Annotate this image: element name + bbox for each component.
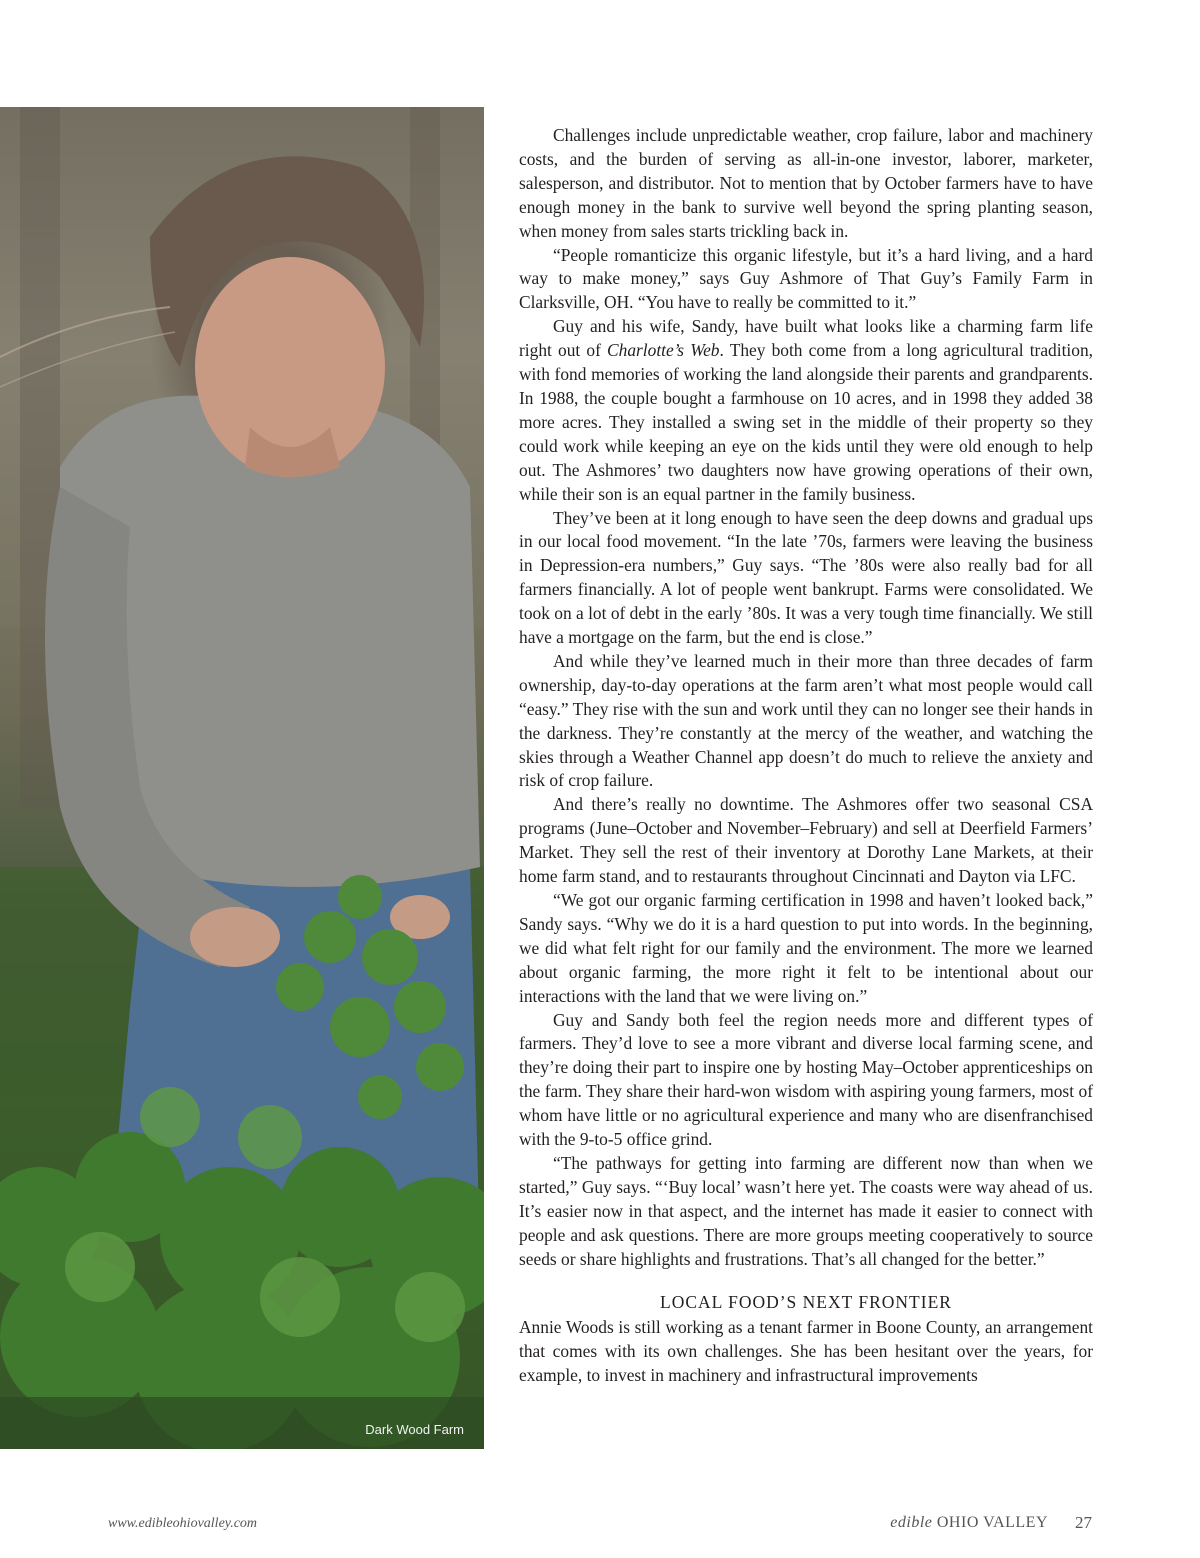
- article-body: [519, 124, 1093, 1388]
- footer-brand-italic: edible: [890, 1514, 933, 1531]
- paragraph: Guy and Sandy both feel the region needs more and different types of farmers. They’d love to see a more vibrant and diverse local farming scene, and they’re doing their part to inspire one by hosting May–October apprenticeships on the farm. They share their hard-won wisdom with aspiring young farmers, most of whom have little or no agricultural experience and many who are disenfranchised with the 9-to-5 office grind.: [519, 1009, 1093, 1150]
- paragraph: Annie Woods is still working as a tenant farmer in Boone County, an arrangement that comes with its own challenges. She has been hesitant over the years, for example, to invest in machinery and infrastructural improvements: [519, 1317, 1093, 1386]
- paragraph: [519, 315, 1093, 506]
- book-title: Charlotte’s Web: [607, 340, 720, 361]
- paragraph: They’ve been at it long enough to have seen the deep downs and gradual ups in our local food movement. “In the late ’70s, farmers were leaving the business in Depression-era numbers,” Guy says. “The ’80s were also really bad for all farmers financially. A lot of people went bankrupt. Farms were consolidated. We took on a lot of debt in the early ’80s. It was a very tough time financially. We still have a mortgage on the farm, but the end is close.”: [519, 507, 1093, 648]
- footer-website: www.edibleohiovalley.com: [108, 1516, 258, 1531]
- paragraph: “We got our organic farming certification in 1998 and haven’t looked back,” Sandy says. “Why we do it is a hard question to put into words. In the beginning, we did what felt right for our family and the environment. The more we learned about organic farming, the more right it felt to be intentional about our interactions with the land that we were living on.”: [519, 890, 1093, 1006]
- paragraph: And there’s really no downtime. The Ashmores offer two seasonal CSA programs (June–October and November–February) and sell at Deerfield Farmers’ Market. They sell the rest of their inventory at Dorothy Lane Markets, at their home farm stand, and to restaurants throughout Cincinnati and Dayton via LFC.: [519, 794, 1093, 887]
- paragraph: And while they’ve learned much in their more than three decades of farm ownership, day-to-day operations at the farm aren’t what most people would call “easy.” They rise with the sun and work until they can no longer see their hands in the darkness. They’re constantly at the mercy of the weather, and watching the skies through a Weather Channel app doesn’t do much to relieve the anxiety and risk of crop failure.: [519, 650, 1093, 791]
- paragraph-text: Guy and his wife, Sandy, have built what looks like a charming farm life right out of: [519, 316, 1093, 361]
- article-photo: [0, 107, 484, 1449]
- farmer-photo-illustration: [0, 107, 484, 1449]
- paragraph: Challenges include unpredictable weather, crop failure, labor and machinery costs, and the burden of serving as all-in-one investor, laborer, marketer, salesperson, and distributor. Not to mention that by October farmers have to have enough money in the bank to survive well beyond the spring planting season, when money from sales starts trickling back in.: [519, 125, 1093, 241]
- page-number: 27: [1075, 1513, 1092, 1532]
- footer-brand-name: OHIO VALLEY: [936, 1514, 1048, 1531]
- section-subhead: LOCAL FOOD’S NEXT FRONTIER: [660, 1291, 952, 1312]
- paragraph: “The pathways for getting into farming are different now than when we started,” Guy says. “‘Buy local’ wasn’t here yet. The coasts were way ahead of us. It’s easier now in that aspect, and the internet has made it easier to connect with people and ask questions. There are more groups meeting cooperatively to source seeds or share highlights and frustrations. That’s all changed for the better.”: [519, 1152, 1093, 1269]
- photo-caption: Dark Wood Farm: [365, 1422, 464, 1437]
- footer-brand: [890, 1514, 1048, 1532]
- paragraph: “People romanticize this organic lifestyle, but it’s a hard living, and a hard way to make money,” says Guy Ashmore of That Guy’s Family Farm in Clarksville, OH. “You have to really be committed to it.”: [519, 244, 1093, 313]
- paragraph-text: . They both come from a long agricultural tradition, with fond memories of working the land alongside their parents and grandparents. In 1988, the couple bought a farmhouse on 10 acres, and in 1998 they added 38 more acres. They installed a swing set in the middle of their property so they could work while keeping an eye on the kids until they were old enough to help out. The Ashmores’ two daughters now have growing operations of their own, while their son is an equal partner in the family business.: [519, 340, 1093, 504]
